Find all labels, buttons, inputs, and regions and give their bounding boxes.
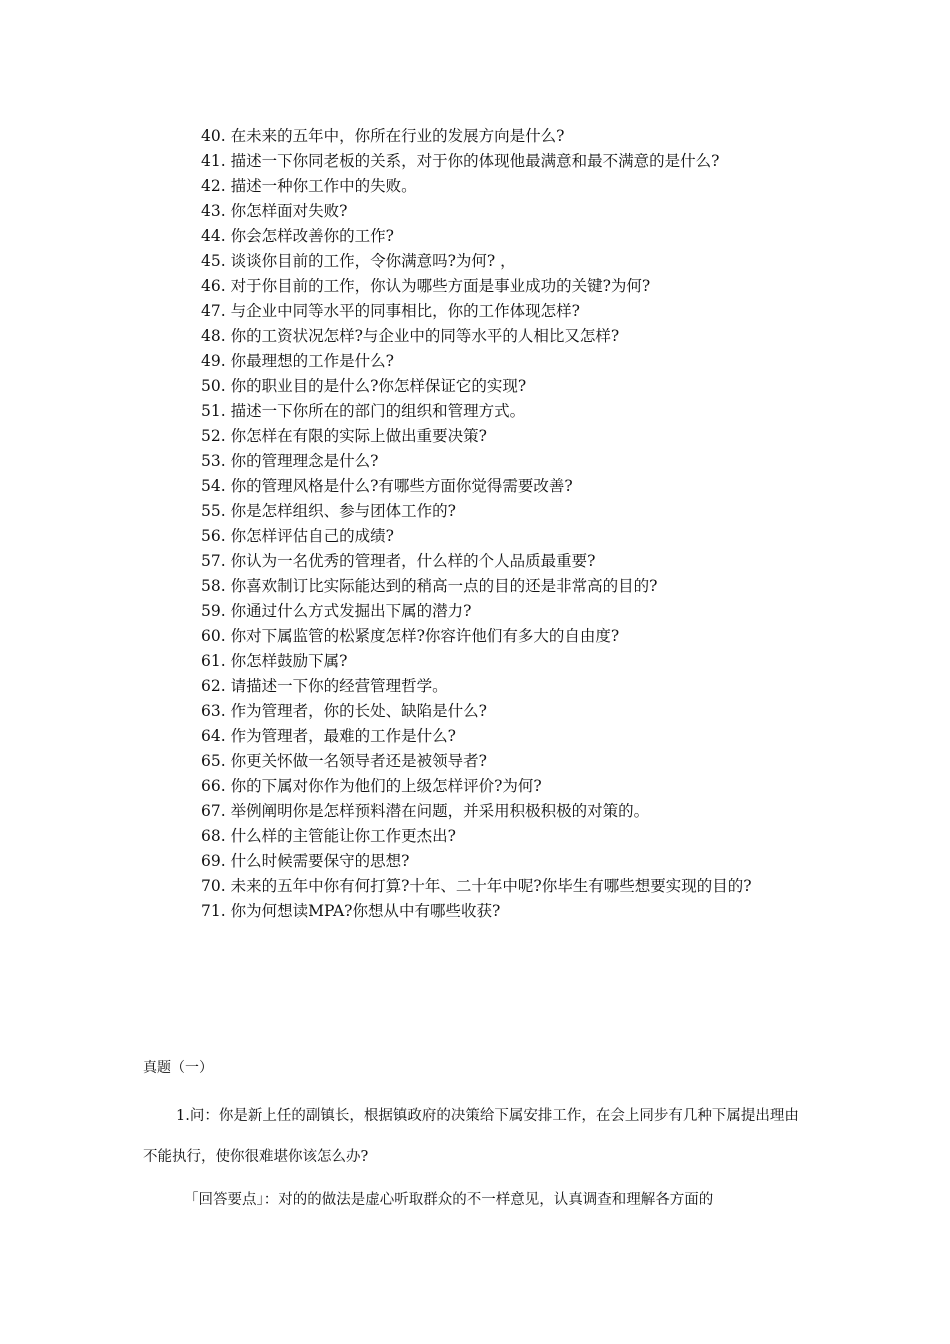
question-item: 54. 你的管理风格是什么?有哪些方面你觉得需要改善? bbox=[201, 477, 573, 495]
question-item: 61. 你怎样鼓励下属? bbox=[201, 652, 348, 670]
question-item: 55. 你是怎样组织、参与团体工作的? bbox=[201, 502, 456, 520]
exam-question: 1.问：你是新上任的副镇长，根据镇政府的决策给下属安排工作，在会上同步有几种下属提出理由不能执行，使你很难堪你该怎么办? bbox=[143, 1108, 799, 1165]
question-item: 48. 你的工资状况怎样?与企业中的同等水平的人相比又怎样? bbox=[201, 327, 620, 345]
question-item: 47. 与企业中同等水平的同事相比，你的工作体现怎样? bbox=[201, 302, 580, 320]
question-item: 57. 你认为一名优秀的管理者，什么样的个人品质最重要? bbox=[201, 552, 596, 570]
question-item: 68. 什么样的主管能让你工作更杰出? bbox=[201, 827, 456, 845]
question-item: 58. 你喜欢制订比实际能达到的稍高一点的目的还是非常高的目的? bbox=[201, 577, 658, 595]
question-item: 65. 你更关怀做一名领导者还是被领导者? bbox=[201, 752, 487, 770]
question-item: 42. 描述一种你工作中的失败。 bbox=[201, 177, 417, 195]
question-item: 52. 你怎样在有限的实际上做出重要决策? bbox=[201, 427, 487, 445]
question-item: 62. 请描述一下你的经营管理哲学。 bbox=[201, 677, 448, 695]
question-item: 69. 什么时候需要保守的思想? bbox=[201, 852, 410, 870]
question-item: 71. 你为何想读MPA?你想从中有哪些收获? bbox=[201, 902, 501, 920]
question-item: 70. 未来的五年中你有何打算?十年、二十年中呢?你毕生有哪些想要实现的目的? bbox=[201, 877, 752, 895]
question-item: 49. 你最理想的工作是什么? bbox=[201, 352, 394, 370]
question-item: 56. 你怎样评估自己的成绩? bbox=[201, 527, 394, 545]
answer-points: 「回答要点」：对的的做法是虚心听取群众的不一样意见，认真调查和理解各方面的 bbox=[184, 1192, 714, 1208]
question-item: 44. 你会怎样改善你的工作? bbox=[201, 227, 394, 245]
section-title: 真题（一） bbox=[143, 1060, 213, 1076]
question-item: 59. 你通过什么方式发掘出下属的潜力? bbox=[201, 602, 472, 620]
question-item: 66. 你的下属对你作为他们的上级怎样评价?为何? bbox=[201, 777, 542, 795]
question-item: 63. 作为管理者，你的长处、缺陷是什么? bbox=[201, 702, 487, 720]
question-item: 46. 对于你目前的工作，你认为哪些方面是事业成功的关键?为何? bbox=[201, 277, 651, 295]
question-item: 45. 谈谈你目前的工作，令你满意吗?为何? ， bbox=[201, 252, 516, 270]
question-item: 53. 你的管理理念是什么? bbox=[201, 452, 379, 470]
question-item: 40. 在未来的五年中，你所在行业的发展方向是什么? bbox=[201, 127, 565, 145]
question-item: 41. 描述一下你同老板的关系，对于你的体现他最满意和最不满意的是什么? bbox=[201, 152, 720, 170]
question-list bbox=[143, 124, 813, 924]
question-item: 64. 作为管理者，最难的工作是什么? bbox=[201, 727, 456, 745]
question-item: 43. 你怎样面对失败? bbox=[201, 202, 348, 220]
question-item: 50. 你的职业目的是什么?你怎样保证它的实现? bbox=[201, 377, 527, 395]
question-item: 60. 你对下属监管的松紧度怎样?你容许他们有多大的自由度? bbox=[201, 627, 620, 645]
question-item: 51. 描述一下你所在的部门的组织和管理方式。 bbox=[201, 402, 526, 420]
question-item: 67. 举例阐明你是怎样预料潜在问题，并采用积极积极的对策的。 bbox=[201, 802, 650, 820]
